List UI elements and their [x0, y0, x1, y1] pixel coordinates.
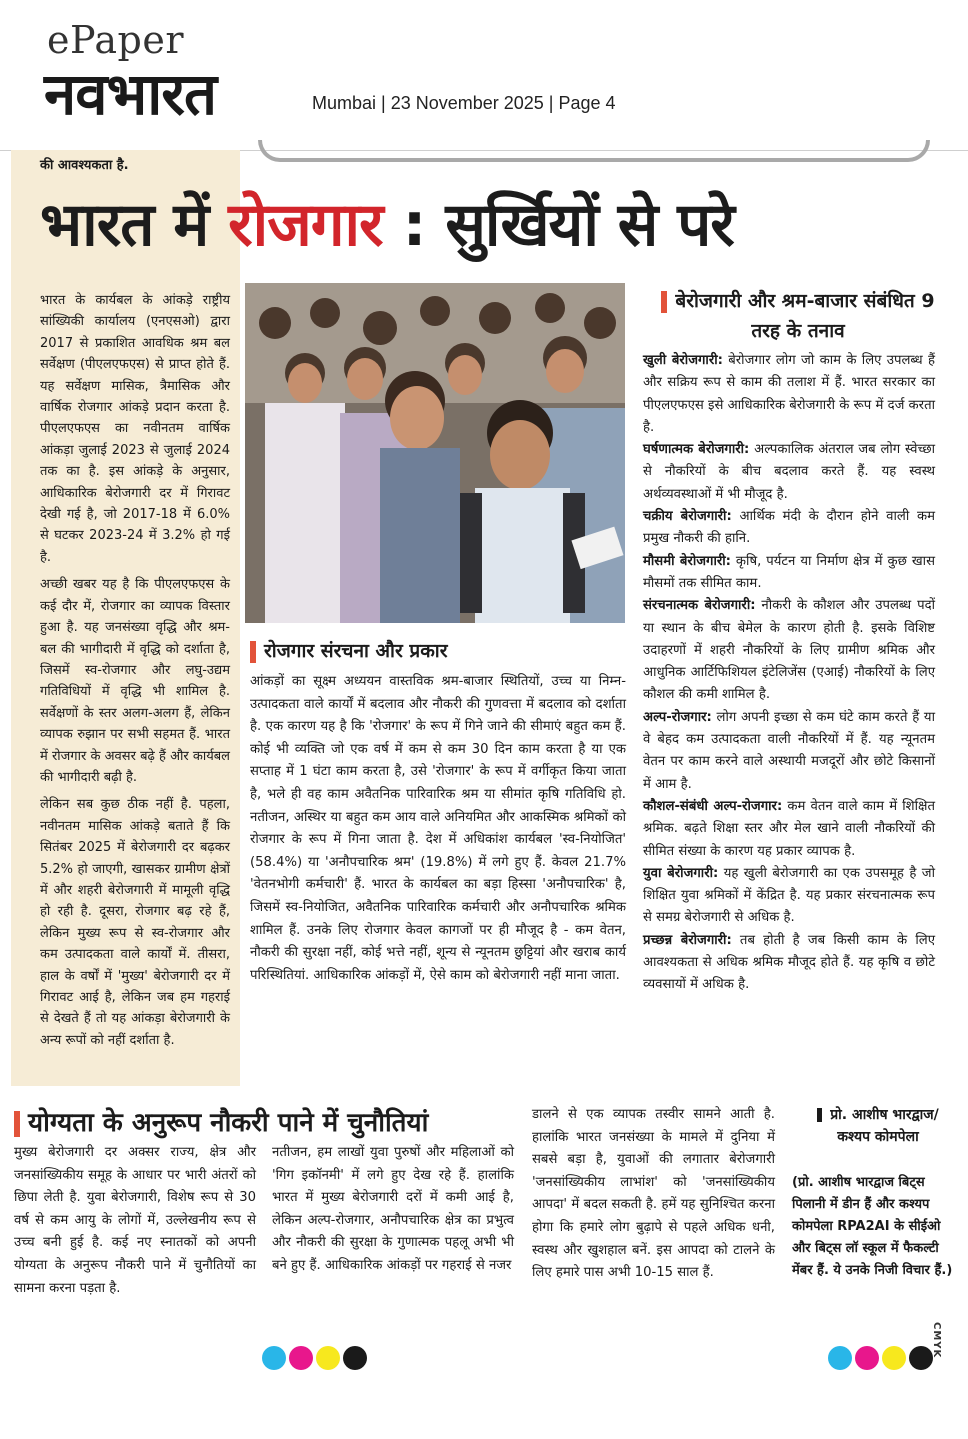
author-name: प्रो. आशीष भारद्वाज/ कश्यप कोमपेला [830, 1107, 939, 1145]
term-desc: यह खुली बेरोजगारी का एक उपसमूह है जो शिक्षित युवा श्रमिकों में केंद्रित है. यह प्रकार संरचनात्मक रूप से समग्र बेरोजगारी से अधिक है. [643, 865, 935, 926]
tensions-list [643, 350, 935, 997]
sidebar-paragraph: भारत के कार्यबल के आंकड़े राष्ट्रीय सांख्यिकी कार्यालय (एनएसओ) द्वारा 2017 से प्रकाशित आवधिक श्रम बल सर्वेक्षण (पीएलएफएस) से प्राप्त होते हैं. यह सर्वेक्षण मासिक, त्रैमासिक और वार्षिक रोजगार आंकड़े प्रदान करता है. पीएलएफएस का नवीनतम वार्षिक आंकड़ा जुलाई 2023 से जुलाई 2024 तक का है. इस आंकड़े के अनुसार, आधिकारिक बेरोजगारी दर में गिरावट देखी गई है, जो 2017-18 में 6.0% से घटकर 2023-24 में 3.2% हो गई है. [40, 293, 230, 565]
author-bio: (प्रो. आशीष भारद्वाज बिट्स पिलानी में डीन हैं और कश्यप कोमपेला RPA2AI के सीईओ और बिट्स लॉ स्कूल में फैकल्टी मेंबर हैं. ये उनके निजी विचार हैं.) [792, 1175, 953, 1278]
sidebar-paragraph: लेकिन सब कुछ ठीक नहीं है. पहला, नवीनतम मासिक आंकड़े बताते हैं कि सितंबर 2025 में बेरोजगारी दर बढ़कर 5.2% हो जाएगी, खासकर ग्रामीण क्षेत्रों में और शहरी बेरोजगारी में मामूली वृद्धि हो रही है. दूसरा, रोजगार बढ़ रहे हैं, लेकिन मुख्य रूप से स्व-रोजगार और कम उत्पादकता वाले कार्यों में. तीसरा, हाल के वर्षों में 'मुख्य' बेरोजगारी दर में गिरावट आई है, लेकिन जब हम गहराई से देखते हैं तो यह आंकड़ा बेरोजगारी के अन्य रूपों को नहीं दर्शाता है. [40, 797, 230, 1048]
edition-info: Mumbai | 23 November 2025 | Page 4 [312, 93, 616, 113]
logo-epaper: ePaper [47, 18, 184, 62]
registration-black [909, 1346, 933, 1370]
registration-yellow [882, 1346, 906, 1370]
registration-black [343, 1346, 367, 1370]
challenges-column-2: नतीजन, हम लाखों युवा पुरुषों और महिलाओं को 'गिग इकॉनमी' में लगे हुए देख रहे हैं. हालांकि भारत में मुख्य बेरोजगारी दरों में कमी आई है, लेकिन अल्प-रोजगार, अनौपचारिक क्षेत्र का प्रभुत्व और नौकरी की सुरक्षा के गुणात्मक पहलू अभी भी बने हुए हैं. आधिकारिक आंकड़ों पर गहराई से नजर [272, 1145, 514, 1273]
headline-part3: : सुर्खियों से परे [382, 190, 734, 260]
sidebar-carryover: की आवश्यकता है. [40, 158, 129, 173]
headline-part1: भारत में [40, 190, 229, 260]
term-label: चक्रीय बेरोजगारी: [643, 509, 732, 525]
crowd-photo [245, 283, 625, 623]
term-label: मौसमी बेरोजगारी: [643, 553, 731, 569]
term-desc: तब होती है जब किसी काम के लिए आवश्यकता से अधिक श्रमिक मौजूद होते हैं. यह कृषि व छोटे व्यवसायों में अधिक है. [643, 932, 935, 993]
heading-bar [661, 291, 667, 313]
challenges-column-3: डालने से एक व्यापक तस्वीर सामने आती है. हालांकि भारत जनसंख्या के मामले में दुनिया में सबसे बड़ा है, युवाओं की लगातार बेरोजगारी 'जनसांख्यिकीय लाभांश' को 'जनसांख्यिकीय आपदा' में बदल सकती है. हमें यह सुनिश्चित करना होगा कि हमारे लोग बुढ़ापे से पहले अधिक धनी, स्वस्थ और खुशहाल बनें. इस आपदा को टालने के लिए हमारे पास अभी 10-15 साल हैं. [532, 1107, 775, 1281]
registration-cyan [262, 1346, 286, 1370]
section-heading-structure [250, 636, 630, 666]
registration-yellow [316, 1346, 340, 1370]
section-heading-text: योग्यता के अनुरूप नौकरी पाने में चुनौतियां [28, 1108, 429, 1138]
logo-navbharat: नवभारत [44, 60, 217, 128]
term-desc: बेरोजगार लोग जो काम के लिए उपलब्ध हैं और सक्रिय रूप से काम की तलाश में हैं. भारत सरकार का पीएलएफएस इसे आधिकारिक बेरोजगारी के रूप में दर्ज करता है. [643, 353, 935, 435]
list-item [643, 350, 935, 439]
sidebar-article [40, 290, 230, 1057]
page-headline [40, 182, 940, 268]
heading-bar [250, 641, 256, 663]
term-desc: कृषि, पर्यटन या निर्माण क्षेत्र में कुछ खास मौसमों तक सीमित काम. [643, 553, 935, 591]
list-item [643, 930, 935, 997]
author-byline [800, 1104, 956, 1148]
term-label: घर्षणात्मक बेरोजगारी: [643, 442, 750, 458]
section-heading-text: बेरोजगारी और श्रम-बाजार संबंधित 9 तरह के तनाव [675, 290, 935, 342]
term-desc: कम वेतन वाले काम में शिक्षित श्रमिक. बढ़ते शिक्षा स्तर और मेल खाने वाली नौकरियों की सीमित संख्या के कारण यह प्रकार व्यापक है. [643, 798, 935, 859]
registration-cyan [828, 1346, 852, 1370]
term-desc: नौकरी के कौशल और उपलब्ध पदों या स्थान के बीच बेमेल के कारण होती है. इसके विशिष्ट उदाहरणों में शहरी नौकरियों के लिए ग्रामीण श्रमिक और आधुनिक आर्टिफिशियल इंटेलिजेंस (एआई) नौकरियों के लिए कौशल की कमी शामिल है. [643, 598, 936, 703]
section-heading-tensions [653, 286, 943, 346]
list-item [643, 506, 935, 551]
decorative-arc [258, 140, 930, 162]
list-item [643, 796, 935, 863]
term-label: युवा बेरोजगारी: [643, 865, 719, 881]
cmyk-label: CMYK [931, 1322, 942, 1359]
term-label: संरचनात्मक बेरोजगारी: [643, 598, 756, 614]
registration-magenta [289, 1346, 313, 1370]
term-label: प्रच्छन्न बेरोजगारी: [643, 932, 732, 948]
term-desc: आर्थिक मंदी के दौरान होने वाली कम प्रमुख नौकरी की हानि. [643, 509, 935, 547]
byline-bar [817, 1108, 822, 1122]
section-heading-text: रोजगार संरचना और प्रकार [264, 640, 448, 662]
term-label: अल्प-रोजगार: [643, 709, 712, 725]
list-item [643, 707, 935, 796]
list-item [643, 863, 935, 930]
term-desc: अल्पकालिक अंतराल जब लोग स्वेच्छा से नौकरियों के बीच बदलाव करते हैं. यह स्वस्थ अर्थव्यवस्थाओं में भी मौजूद है. [643, 442, 936, 502]
sidebar-paragraph: अच्छी खबर यह है कि पीएलएफएस के कई दौर में, रोजगार का व्यापक विस्तार हुआ है. यह जनसंख्या वृद्धि और श्रम-बल की भागीदारी में वृद्धि को दर्शाता है, जिसमें स्व-रोजगार और लघु-उद्यम गतिविधियों में वृद्धि भी शामिल है. सर्वेक्षणों के स्तर अलग-अलग हैं, लेकिन व्यापक रुझान पर सभी सहमत हैं. भारत में रोजगार के अवसर बढ़े हैं और कार्यबल की भागीदारी बढ़ी है. [40, 577, 230, 785]
term-label: कौशल-संबंधी अल्प-रोजगार: [643, 798, 783, 814]
structure-article: आंकड़ों का सूक्ष्म अध्ययन वास्तविक श्रम-बाजार स्थितियों, उच्च या निम्न-उत्पादकता वाले कार्यों में बदलाव और नौकरी की गुणवत्ता में बदलाव को दर्शाता है. एक कारण यह है कि 'रोजगार' के रूप में गिने जाने की सीमाएं बहुत कम हैं. कोई भी व्यक्ति जो एक वर्ष में कम से कम 30 दिन काम करता है या एक सप्ताह में 1 घंटा काम करता है, उसे 'रोजगार' के रूप में वर्गीकृत किया जाता है, भले ही वह काम अवैतनिक पारिवारिक श्रम या सीमांत कृषि गतिविधि हो. नतीजन, अस्थिर या बहुत कम आय वाले अनियमित और आकस्मिक श्रमिकों को रोजगार के रूप में गिना जाता है. देश में अधिकांश कार्यबल 'स्व-नियोजित' (58.4%) या 'अनौपचारिक श्रम' (19.8%) में लगे हुए हैं. केवल 21.7% 'वेतनभोगी कर्मचारी' हैं. भारत के कार्यबल का बड़ा हिस्सा 'अनौपचारिक' है, जिसमें स्व-नियोजित, अवैतनिक पारिवारिक कर्मचारी और अनौपचारिक श्रमिक शामिल हैं. उनके लिए रोजगार केवल कागजों पर ही मौजूद है - कम वेतन, नौकरी की सुरक्षा नहीं, कोई भत्ते नहीं, शून्य से न्यूनतम छुट्टियां और खराब कार्य परिस्थितियां. आधिकारिक आंकड़ों में, ऐसे काम को बेरोजगारी नहीं माना जाता. [250, 674, 626, 983]
term-desc: लोग अपनी इच्छा से कम घंटे काम करते हैं या वे बेहद कम उत्पादकता वाली नौकरियों में हैं. यह न्यूनतम वेतन पर काम करने वाले अस्थायी मजदूरों और छोटे किसानों में आम है. [643, 709, 935, 792]
list-item [643, 551, 935, 596]
term-label: खुली बेरोजगारी: [643, 353, 723, 368]
headline-part2: रोजगार [228, 190, 383, 260]
registration-magenta [855, 1346, 879, 1370]
list-item [643, 439, 935, 506]
list-item [643, 595, 935, 706]
heading-bar [14, 1111, 20, 1137]
crowd-photo-icon [245, 283, 625, 623]
challenges-column-1: मुख्य बेरोजगारी दर अक्सर राज्य, क्षेत्र और जनसांख्यिकीय समूह के आधार पर भारी अंतरों को छिपा लेती है. युवा बेरोजगारी, विशेष रूप से 30 वर्ष से कम आयु के लोगों में, उल्लेखनीय रूप से उच्च बनी हुई है. कई नए स्नातकों को अपनी योग्यता के अनुरूप नौकरी पाने में चुनौतियों का सामना करना पड़ता है. [14, 1145, 256, 1296]
section-heading-challenges [14, 1104, 534, 1142]
